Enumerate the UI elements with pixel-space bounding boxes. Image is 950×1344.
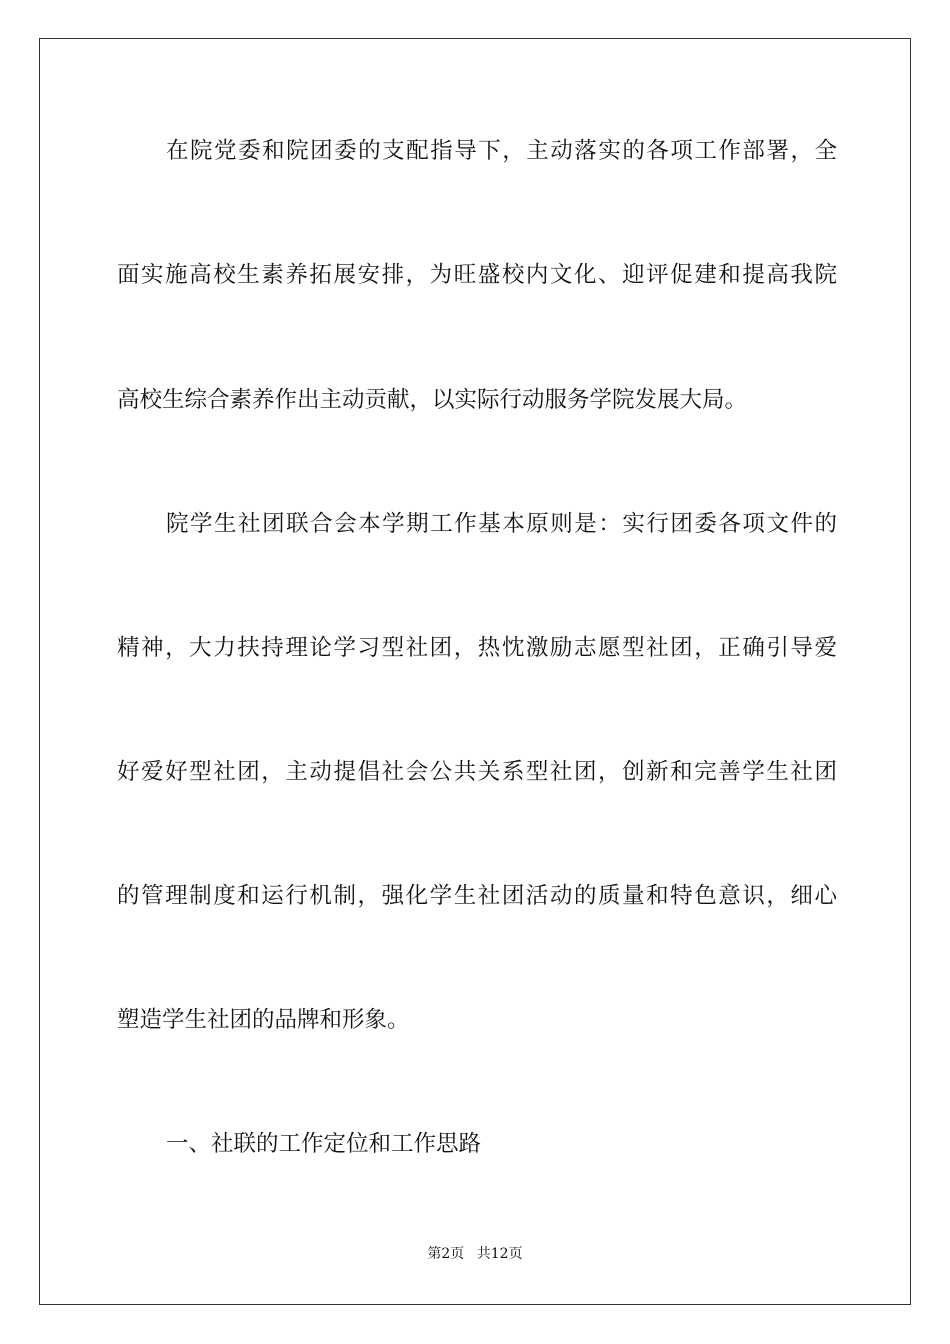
page-footer (0, 1245, 950, 1263)
paragraph-line: 好爱好型社团，主动提倡社会公共关系型社团，创新和完善学生社团 (117, 759, 837, 785)
paragraph-line: 的管理制度和运行机制，强化学生社团活动的质量和特色意识，细心 (117, 883, 837, 909)
paragraph-line: 面实施高校生素养拓展安排，为旺盛校内文化、迎评促建和提高我院 (117, 262, 837, 288)
page-total: 共12页 (476, 1246, 523, 1262)
paragraph-line: 在院党委和院团委的支配指导下，主动落实的各项工作部署，全 (166, 138, 837, 164)
section-heading: 一、社联的工作定位和工作思路 (166, 1131, 482, 1157)
paragraph-line: 高校生综合素养作出主动贡献，以实际行动服务学院发展大局。 (117, 387, 748, 413)
page-border (39, 38, 911, 1305)
page-number: 第2页 (427, 1246, 465, 1262)
paragraph-line: 院学生社团联合会本学期工作基本原则是：实行团委各项文件的 (166, 511, 837, 537)
paragraph-line: 精神，大力扶持理论学习型社团，热忱激励志愿型社团，正确引导爱 (117, 635, 837, 661)
paragraph-line: 塑造学生社团的品牌和形象。 (117, 1007, 410, 1033)
